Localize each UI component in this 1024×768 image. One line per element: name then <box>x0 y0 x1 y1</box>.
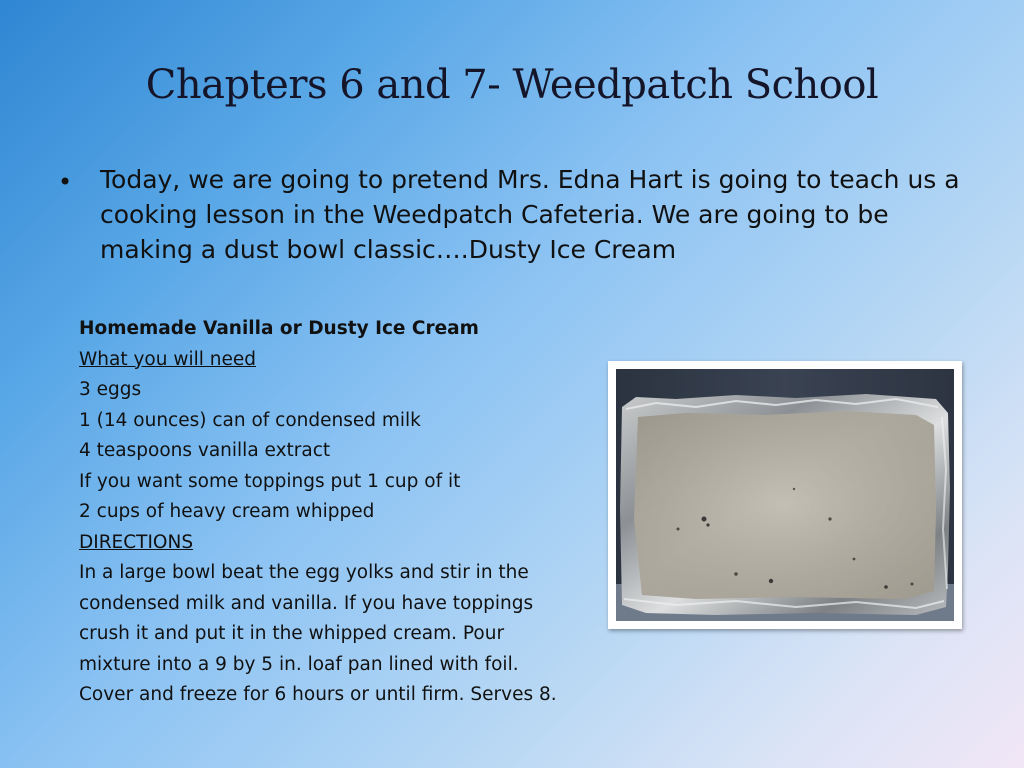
recipe-text-box <box>79 314 579 711</box>
bullet-icon: • <box>58 168 73 196</box>
bullet-text: Today, we are going to pretend Mrs. Edna Hart is going to teach us a cooking lesson in the Weedpatch Cafeteria. We are going to be making a dust bowl classic….Dusty Ice Cream <box>100 165 960 264</box>
directions-text: In a large bowl beat the egg yolks and stir in the condensed milk and vanilla. If you have toppings crush it and put it in the whipped cream. Pour mixture into a 9 by 5 in. loaf pan lined with foil. Cover and freeze for 6 hours or until firm. Serves 8. <box>79 562 557 705</box>
ingredient-item: 2 cups of heavy cream whipped <box>79 501 375 522</box>
ingredients-heading: What you will need <box>79 348 257 370</box>
recipe-title: Homemade Vanilla or Dusty Ice Cream <box>79 318 479 339</box>
directions-heading: DIRECTIONS <box>79 531 194 553</box>
ice-cream-photo <box>608 361 962 629</box>
slide-title: Chapters 6 and 7- Weedpatch School <box>145 62 879 108</box>
ingredient-item: 4 teaspoons vanilla extract <box>79 440 331 461</box>
ice-cream-pan-image <box>616 369 954 621</box>
ingredient-item: If you want some toppings put 1 cup of it <box>79 470 461 492</box>
ingredient-item: 1 (14 ounces) can of condensed milk <box>79 409 421 431</box>
ingredient-item: 3 eggs <box>79 379 142 400</box>
